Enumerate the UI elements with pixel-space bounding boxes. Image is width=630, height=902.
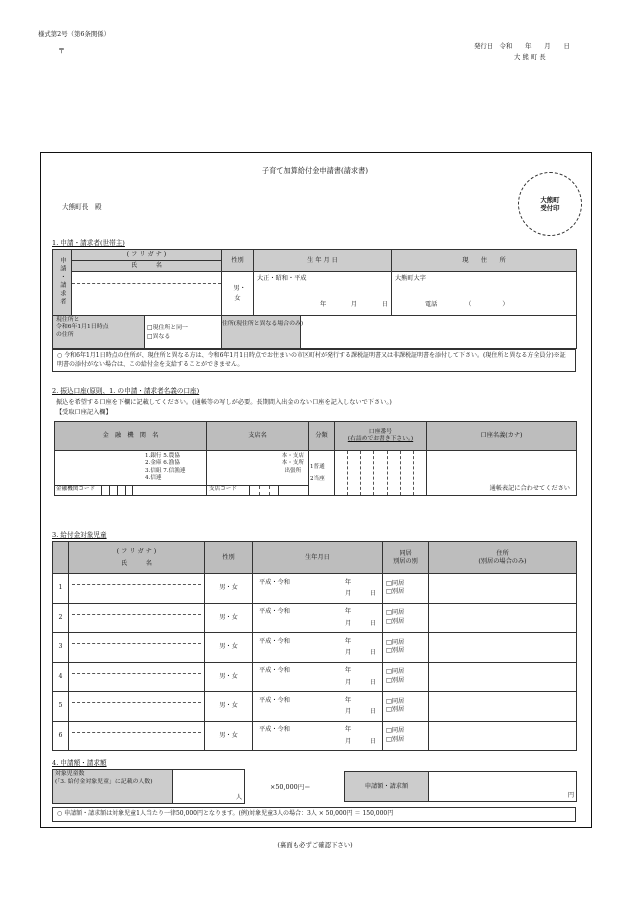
child-furigana-header: ( フ リ ガ ナ ) [116, 547, 157, 555]
child-name-cell[interactable] [69, 692, 205, 722]
living-together-checkbox[interactable]: □同居 [386, 697, 405, 705]
child-furigana-line[interactable] [72, 692, 201, 703]
child-birth[interactable] [253, 603, 383, 633]
living-apart-checkbox[interactable]: □別居 [386, 617, 405, 625]
child-living[interactable] [383, 633, 429, 663]
bank-code-label: 金融機関コード [56, 486, 96, 492]
child-index: 3 [53, 633, 69, 663]
applicant-ymd: 年 月 日 [319, 300, 388, 308]
amount-label: 申請額・請求額 [345, 772, 429, 802]
holder-note: 通帳表記に合わせてください [489, 485, 570, 493]
holder-cell[interactable] [427, 451, 577, 496]
child-address-header: 住所 (別居の場合のみ) [429, 542, 577, 574]
amount-table [344, 771, 577, 802]
child-name-cell[interactable] [69, 662, 205, 692]
child-birth[interactable] [253, 721, 383, 751]
child-sex[interactable]: 男・女 [205, 721, 253, 751]
count-table [52, 769, 245, 804]
document-title: 子育て加算給付金申請書(請求書) [261, 166, 369, 175]
child-row [53, 603, 577, 633]
child-md: 月 日 [345, 649, 376, 657]
child-name-cell[interactable] [69, 633, 205, 663]
child-row [53, 574, 577, 604]
child-sex[interactable]: 男・女 [205, 633, 253, 663]
child-birth[interactable] [253, 574, 383, 604]
child-sex-header: 性別 [205, 542, 253, 574]
child-row [53, 662, 577, 692]
bank-name-cell[interactable] [55, 451, 207, 496]
child-name-header-text: 氏 名 [121, 559, 152, 567]
child-address[interactable] [429, 692, 577, 722]
section4-note: ○ 申請額・請求額は対象児童1人当たり一律50,000円となります。(例)対象児童3人の場合：3人 × 50,000円 ＝ 150,000円 [52, 807, 576, 822]
applicant-side-label [53, 250, 72, 316]
branch-header: 支店名 [207, 422, 309, 451]
child-living[interactable] [383, 721, 429, 751]
living-together-checkbox[interactable]: □同居 [386, 727, 405, 735]
child-address[interactable] [429, 662, 577, 692]
section2-heading: 2. 振込口座(原則、1. の申請・請求者名義の口座) [52, 387, 200, 395]
living-apart-checkbox[interactable]: □別居 [386, 676, 405, 684]
account-header-sub: (右詰めでお書き下さい。) [347, 436, 414, 442]
children-table [52, 541, 577, 751]
child-living[interactable] [383, 662, 429, 692]
child-living[interactable] [383, 603, 429, 633]
prev-address-options[interactable] [145, 316, 190, 348]
child-living[interactable] [383, 574, 429, 604]
child-index: 5 [53, 692, 69, 722]
child-row [53, 721, 577, 751]
child-row [53, 692, 577, 722]
applicant-sex-value: 男・女 [233, 285, 246, 302]
child-birth-header: 生年月日 [253, 542, 383, 574]
applicant-furigana-line[interactable] [72, 272, 221, 284]
child-era: 平成・令和 [259, 667, 290, 674]
applicant-sex[interactable] [222, 272, 254, 316]
child-row [53, 633, 577, 663]
addressee: 大熊町長 殿 [62, 203, 102, 211]
child-era: 平成・令和 [259, 637, 290, 645]
same-address-checkbox[interactable]: □現住所と同一 [147, 325, 188, 331]
child-living[interactable] [383, 692, 429, 722]
prev-address-row [53, 316, 222, 349]
applicant-town: 大熊町大字 [395, 275, 426, 282]
child-era: 平成・令和 [259, 578, 290, 586]
living-apart-checkbox[interactable]: □別居 [386, 706, 405, 714]
child-name-cell[interactable] [69, 721, 205, 751]
prev-address-label: 現住所と 令和6年1月1日時点 の住所 [53, 316, 145, 348]
child-md: 月 日 [345, 737, 376, 745]
living-together-checkbox[interactable]: □同居 [386, 638, 405, 646]
child-furigana-line[interactable] [72, 633, 201, 644]
child-furigana-line[interactable] [72, 722, 201, 733]
child-index-header [53, 542, 69, 574]
furigana-header: ( フ リ ガ ナ ) [72, 250, 222, 261]
child-year: 年 [344, 696, 351, 704]
bank-name-header: 金 融 機 関 名 [55, 422, 207, 451]
stamp-line-2: 受付印 [540, 204, 560, 212]
account-subheading: 【受取口座記入欄】 [56, 409, 112, 416]
type-header: 分類 [309, 422, 335, 451]
account-header-text: 口座番号 [368, 428, 393, 435]
section4-heading: 4. 申請額・請求額 [52, 759, 107, 767]
branch-code-label: 支店コード [209, 486, 237, 492]
branch-cell[interactable] [207, 451, 309, 496]
address-header: 現 住 所 [392, 250, 577, 272]
child-md: 月 日 [345, 678, 376, 686]
child-sex[interactable]: 男・女 [205, 603, 253, 633]
child-address[interactable] [429, 633, 577, 663]
child-living-header: 同居 別居の別 [383, 542, 429, 574]
child-address[interactable] [429, 721, 577, 751]
footer-note: (裏面も必ずご確認下さい) [277, 841, 353, 849]
child-address[interactable] [429, 603, 577, 633]
living-apart-checkbox[interactable]: □別居 [386, 588, 405, 596]
account-instruction: 振込を希望する口座を下欄に記載してください。(通帳等の写しが必要。長期間入出金のない口座を記入しないで下さい。) [56, 399, 392, 406]
form-number: 様式第2号（第6条関係） [38, 30, 111, 38]
postal-mark: 〒 [58, 47, 65, 55]
living-apart-checkbox[interactable]: □別居 [386, 735, 405, 743]
child-md: 月 日 [345, 619, 376, 627]
child-furigana-line[interactable] [72, 574, 201, 585]
section1-note: ○ 令和6年1月1日時点の住所が、現住所と異なる方は、令和6年1月1日時点でお住まいの市区町村が発行する課税証明書又は非課税証明書を添付して下さい。(現住所と異なる方全員分)※証明書の添付がない場合は、この給付金を支給することができません。 [52, 349, 576, 372]
child-index: 2 [53, 603, 69, 633]
unit-yen: 円 [567, 792, 574, 800]
child-name-cell[interactable] [69, 574, 205, 604]
branch-type-options[interactable]: 本・支店 本・支所 出張所 [281, 453, 304, 474]
child-index: 4 [53, 662, 69, 692]
stamp-line-1: 大熊町 [540, 195, 560, 204]
child-era: 平成・令和 [259, 696, 290, 704]
applicant-address[interactable] [392, 272, 577, 316]
child-furigana-line[interactable] [72, 604, 201, 615]
different-address-label: 住所(現住所と異なる場合のみ) [222, 321, 304, 327]
child-year: 年 [344, 667, 351, 674]
child-sex[interactable]: 男・女 [205, 574, 253, 604]
living-together-checkbox[interactable]: □同居 [386, 668, 405, 676]
child-md: 月 日 [345, 590, 376, 598]
applicant-table [52, 249, 577, 349]
applicant-birth[interactable] [254, 272, 392, 316]
living-together-checkbox[interactable]: □同居 [386, 609, 405, 617]
child-furigana-line[interactable] [72, 663, 201, 674]
bank-type-options[interactable]: 1.銀行 5.農協 2.金庫 6.漁協 3.信組 7.信漁連 4.信連 [145, 453, 186, 481]
birth-header: 生 年 月 日 [254, 250, 392, 272]
unit-person: 人 [235, 794, 242, 802]
applicant-side-text: 申請・請求者 [58, 256, 66, 306]
issuer: 大 熊 町 長 [514, 53, 546, 61]
different-address-checkbox[interactable]: □異なる [147, 334, 171, 341]
applicant-phone: 電話 （ ） [425, 300, 509, 308]
applicant-era: 大正・昭和・平成 [257, 275, 307, 282]
holder-header: 口座名義(カナ) [427, 422, 577, 451]
child-index: 6 [53, 721, 69, 751]
child-year: 年 [344, 578, 351, 586]
child-address[interactable] [429, 574, 577, 604]
child-birth[interactable] [253, 633, 383, 663]
account-type-options[interactable]: 1普通 2当座 [309, 451, 335, 496]
child-count-label: 対象児童数 (「3. 給付金対象児童」に記載の人数) [53, 770, 173, 804]
amount-input[interactable] [429, 772, 577, 802]
sex-header: 性別 [222, 250, 254, 272]
child-count-input[interactable] [173, 770, 245, 804]
child-name-cell[interactable] [69, 603, 205, 633]
child-birth[interactable] [253, 692, 383, 722]
section3-heading: 3. 給付金対象児童 [52, 531, 107, 539]
name-header: 氏 名 [72, 261, 222, 272]
child-sex[interactable]: 男・女 [205, 662, 253, 692]
account-header [335, 422, 427, 451]
child-birth[interactable] [253, 662, 383, 692]
child-index: 1 [53, 574, 69, 604]
bank-table [54, 421, 577, 496]
child-year: 年 [344, 637, 351, 645]
living-apart-checkbox[interactable]: □別居 [386, 647, 405, 655]
child-year: 年 [344, 726, 351, 733]
living-together-checkbox[interactable]: □同居 [386, 579, 405, 587]
child-era: 平成・令和 [259, 608, 290, 615]
multiplier: ×50,000円＝ [270, 783, 311, 791]
reception-stamp [518, 172, 582, 236]
issue-date: 発行日 令和 年 月 日 [474, 42, 570, 50]
section1-heading: 1. 申請・請求者(世帯主) [52, 239, 125, 247]
account-number-cell[interactable] [335, 451, 427, 496]
child-era: 平成・令和 [259, 726, 290, 733]
child-year: 年 [344, 608, 351, 615]
child-name-header [69, 542, 205, 574]
child-md: 月 日 [345, 708, 376, 716]
child-sex[interactable]: 男・女 [205, 692, 253, 722]
applicant-name-cell[interactable] [72, 272, 222, 316]
